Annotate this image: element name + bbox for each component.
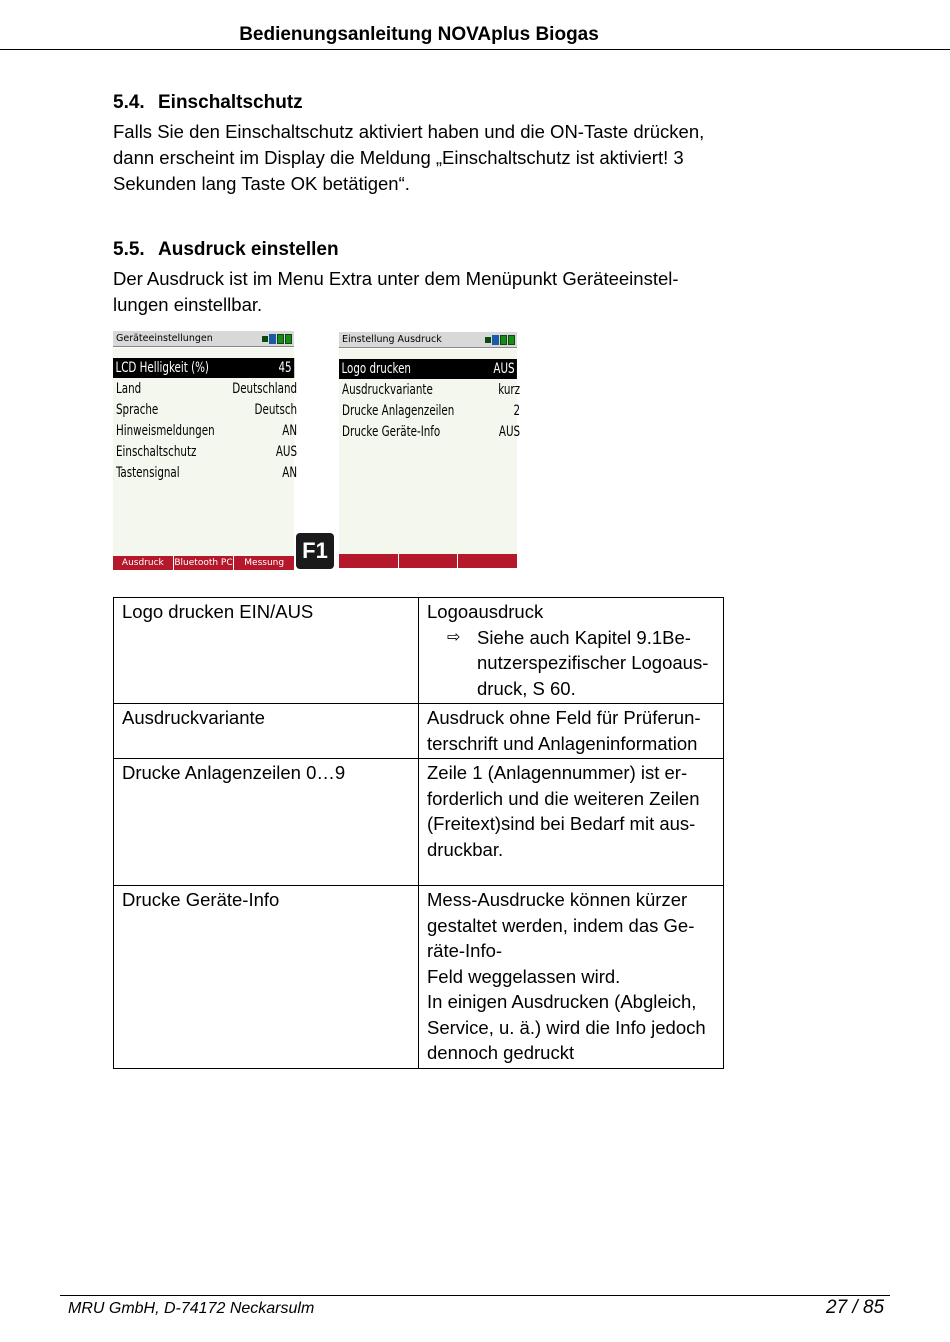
menu-row[interactable]: Tastensignal AN — [116, 465, 298, 481]
menu-row-selected[interactable]: Logo drucken AUS — [339, 359, 517, 379]
f1-key-icon: F1 — [296, 533, 334, 569]
status-icons — [485, 334, 515, 346]
screen-title: Geräteeinstellungen — [116, 333, 213, 344]
text-line: lungen einstellbar. — [113, 294, 263, 315]
softkey-messung[interactable]: Messung — [244, 558, 285, 568]
device-screen-print-settings — [339, 332, 521, 568]
section-number: 5.4. — [113, 92, 145, 113]
text-line: Falls Sie den Einschaltschutz aktiviert haben und die ON-Taste drücken, — [113, 121, 705, 142]
menu-row[interactable]: Einschaltschutz AUS — [116, 444, 298, 460]
bluetooth-icon — [269, 334, 276, 344]
print-options-table — [113, 597, 724, 1069]
section-5-5-text — [113, 266, 733, 318]
page-number: 27 / 85 — [826, 1297, 885, 1318]
option-name: Drucke Anlagenzeilen 0…9 — [114, 759, 419, 886]
battery-icon — [285, 334, 292, 344]
option-name: Ausdruckvariante — [114, 704, 419, 759]
footer-company: MRU GmbH, D-74172 Neckarsulm — [68, 1300, 315, 1317]
section-5-4-text — [113, 119, 733, 197]
battery-icon — [508, 335, 515, 345]
screen-title: Einstellung Ausdruck — [342, 334, 442, 345]
menu-row[interactable]: Sprache Deutsch — [116, 402, 298, 418]
option-name: Logo drucken EIN/AUS — [114, 598, 419, 704]
option-description: Logoausdruck ⇨ Siehe auch Kapitel 9.1Be- nutzerspezifischer Logoaus- druck, S 60. — [419, 598, 724, 704]
table-row — [114, 886, 724, 1069]
menu-row[interactable]: Drucke Anlagenzeilen 2 — [342, 403, 521, 419]
text-line: Sekunden lang Taste OK betätigen“. — [113, 173, 410, 194]
softkey-bar — [113, 556, 294, 570]
device-screen-settings — [113, 331, 298, 570]
signal-icon — [262, 336, 268, 342]
softkey[interactable] — [458, 554, 517, 568]
section-title: Ausdruck einstellen — [158, 239, 339, 260]
text-line: dann erscheint im Display die Meldung „Einschaltschutz ist aktiviert! 3 — [113, 147, 684, 168]
option-description: Ausdruck ohne Feld für Prüferun- terschrift und Anlageninformation — [419, 704, 724, 759]
menu-row[interactable]: Hinweismeldungen AN — [116, 423, 298, 439]
softkey-bar — [339, 554, 517, 568]
menu-row[interactable]: Land Deutschland — [116, 381, 298, 397]
signal-icon — [485, 337, 491, 343]
softkey[interactable] — [399, 554, 459, 568]
screen-body — [339, 349, 521, 554]
table-row — [114, 704, 724, 759]
section-heading-5-4 — [113, 92, 303, 114]
header-divider — [0, 49, 950, 50]
cross-reference: ⇨ Siehe auch Kapitel 9.1Be- nutzerspezifischer Logoaus- druck, S 60. — [427, 625, 715, 702]
option-description: Mess-Ausdrucke können kürzer gestaltet werden, indem das Ge- räte-Info- Feld weggelassen wird. In einigen Ausdrucken (Abgleich, Service, u. ä.) wird die Info jedoch dennoch gedruckt — [419, 886, 724, 1069]
battery-icon — [500, 335, 507, 345]
bluetooth-icon — [492, 335, 499, 345]
softkey-bluetooth-pc[interactable]: Bluetooth PC — [174, 558, 233, 568]
softkey-ausdruck[interactable]: Ausdruck — [113, 556, 174, 570]
section-title: Einschaltschutz — [158, 92, 303, 113]
battery-icon — [277, 334, 284, 344]
section-number: 5.5. — [113, 239, 145, 260]
screen-body — [113, 348, 298, 556]
option-name: Drucke Geräte-Info — [114, 886, 419, 1069]
page-header-title: Bedienungsanleitung NOVAplus Biogas — [239, 24, 599, 45]
menu-row[interactable]: Drucke Geräte-Info AUS — [342, 424, 521, 440]
footer-divider — [60, 1295, 890, 1296]
softkey[interactable] — [339, 554, 399, 568]
menu-row[interactable]: Ausdruckvariante kurz — [342, 382, 521, 398]
section-heading-5-5 — [113, 239, 339, 261]
text-line: Der Ausdruck ist im Menu Extra unter dem Menüpunkt Geräteeinstel- — [113, 268, 679, 289]
option-description: Zeile 1 (Anlagennummer) ist er- forderlich und die weiteren Zeilen (Freitext)sind bei Bedarf mit aus- druckbar. — [419, 759, 724, 886]
table-row — [114, 759, 724, 886]
menu-row-selected[interactable]: LCD Helligkeit (%) 45 — [113, 358, 294, 378]
status-icons — [262, 333, 292, 345]
table-row — [114, 598, 724, 704]
arrow-right-icon: ⇨ — [447, 628, 461, 646]
